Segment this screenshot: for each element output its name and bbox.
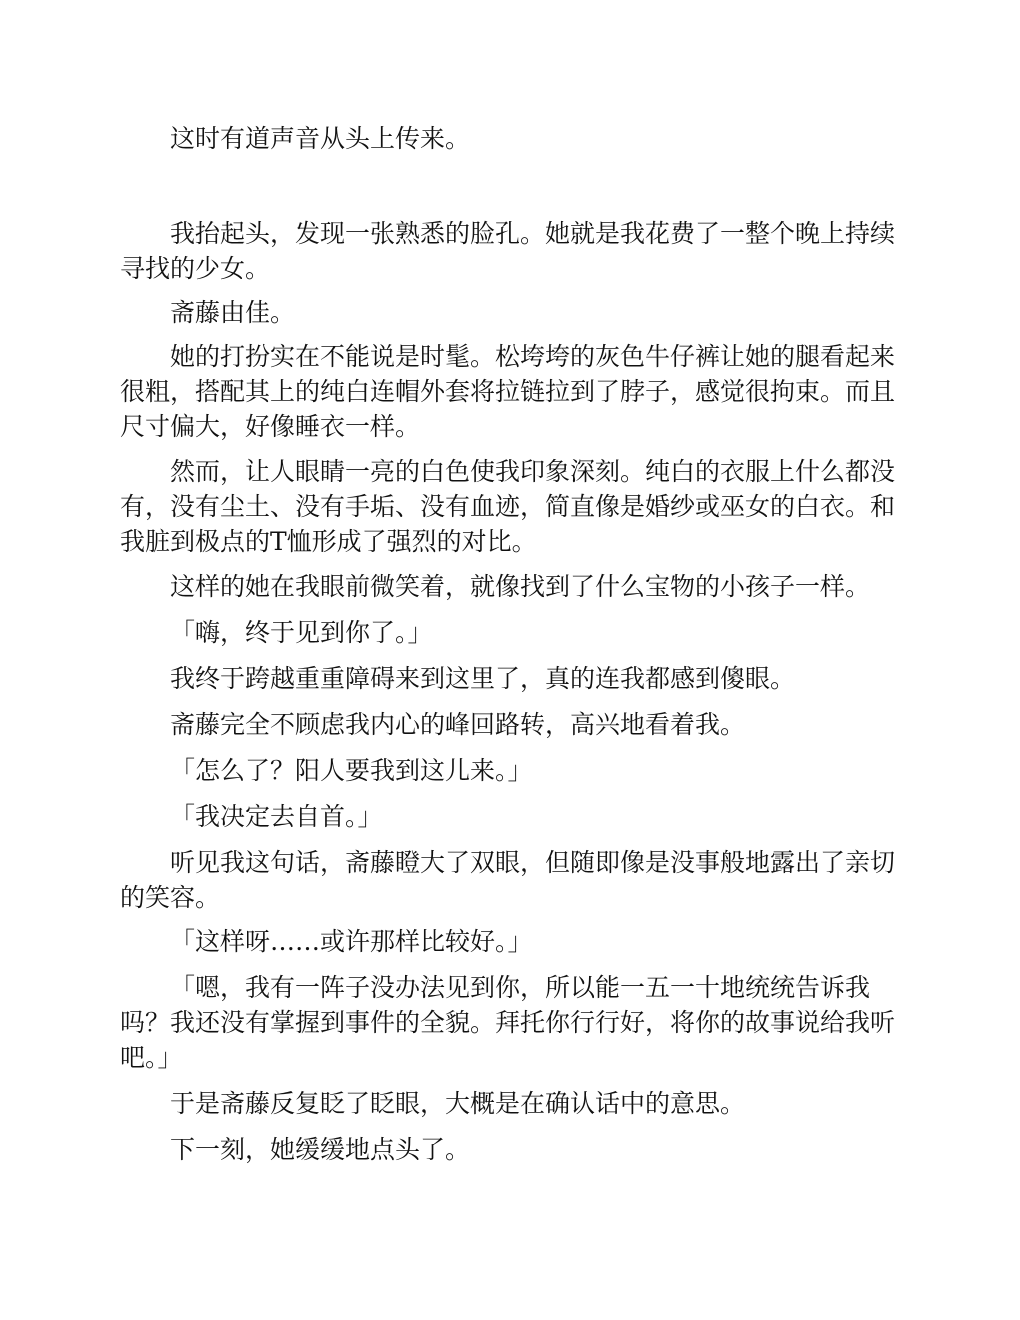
paragraph-1: 这时有道声音从头上传来。 bbox=[170, 124, 471, 153]
paragraph-6: 这样的她在我眼前微笑着，就像找到了什么宝物的小孩子一样。 bbox=[170, 572, 871, 601]
paragraph-5: 然而，让人眼睛一亮的白色使我印象深刻。纯白的衣服上什么都没有，没有尘土、没有手垢、没有血迹，简直像是婚纱或巫女的白衣。和我脏到极点的T恤形成了强烈的对比。 bbox=[120, 457, 896, 556]
paragraph-2: 我抬起头，发现一张熟悉的脸孔。她就是我花费了一整个晚上持续寻找的少女。 bbox=[120, 219, 896, 283]
paragraph-14: 「嗯，我有一阵子没办法见到你，所以能一五一十地统统告诉我吗？我还没有掌握到事件的全貌。拜托你行行好，将你的故事说给我听吧。」 bbox=[120, 973, 896, 1072]
paragraph-3: 斋藤由佳。 bbox=[170, 298, 296, 327]
paragraph-4: 她的打扮实在不能说是时髦。松垮垮的灰色牛仔裤让她的腿看起来很粗，搭配其上的纯白连帽外套将拉链拉到了脖子，感觉很拘束。而且尺寸偏大，好像睡衣一样。 bbox=[120, 342, 896, 441]
paragraph-15: 于是斋藤反复眨了眨眼，大概是在确认话中的意思。 bbox=[170, 1089, 746, 1118]
paragraph-10: 「怎么了？阳人要我到这儿来。」 bbox=[170, 756, 533, 785]
paragraph-13: 「这样呀……或许那样比较好。」 bbox=[170, 927, 533, 956]
paragraph-12: 听见我这句话，斋藤瞪大了双眼，但随即像是没事般地露出了亲切的笑容。 bbox=[120, 848, 896, 912]
paragraph-9: 斋藤完全不顾虑我内心的峰回路转，高兴地看着我。 bbox=[170, 710, 746, 739]
paragraph-11: 「我决定去自首。」 bbox=[170, 802, 383, 831]
paragraph-7: 「嗨，终于见到你了。」 bbox=[170, 618, 433, 647]
paragraph-8: 我终于跨越重重障碍来到这里了，真的连我都感到傻眼。 bbox=[170, 664, 796, 693]
paragraph-16: 下一刻，她缓缓地点头了。 bbox=[170, 1135, 471, 1164]
